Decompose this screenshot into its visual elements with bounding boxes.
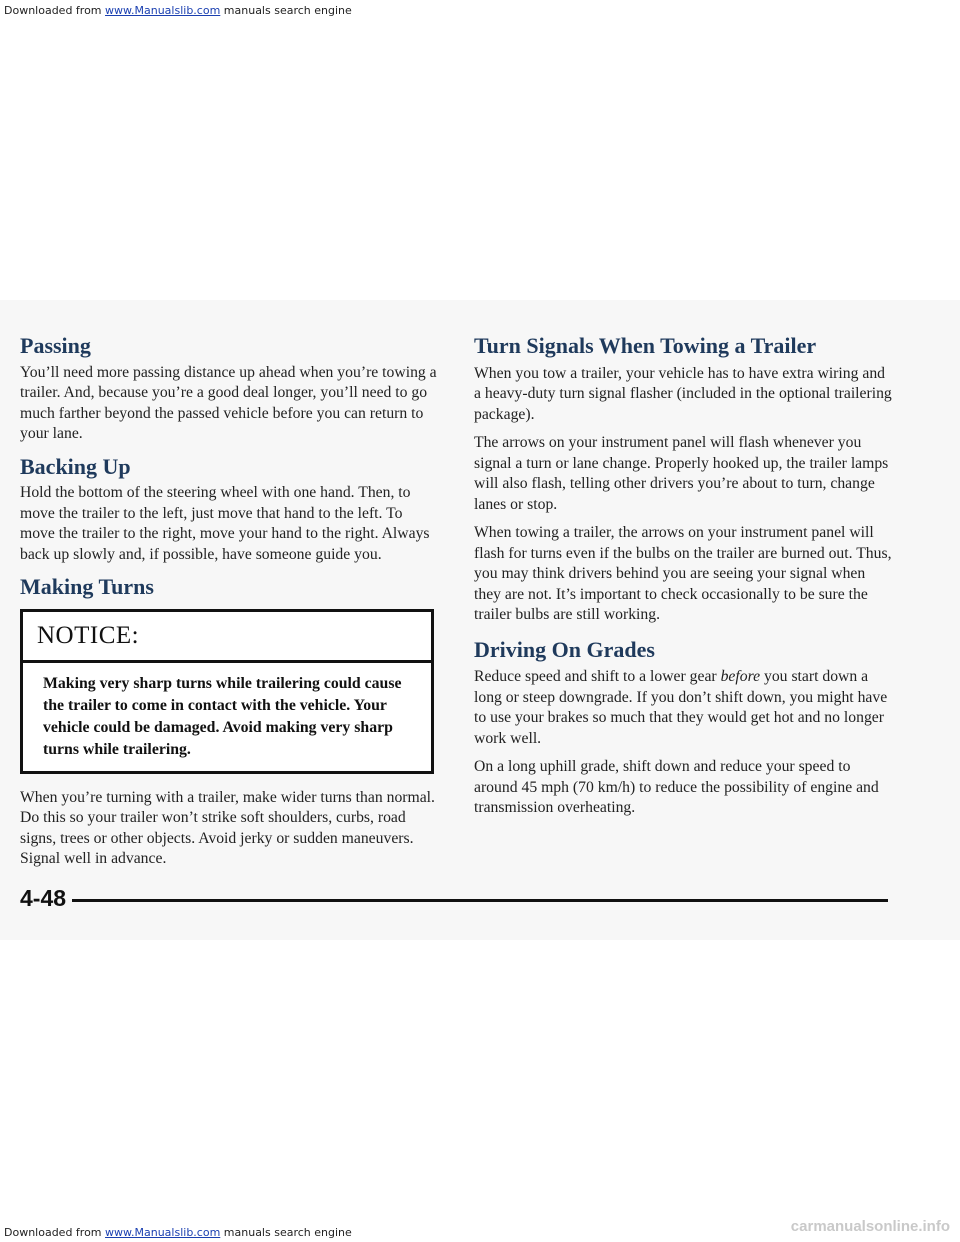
download-banner-top: Downloaded from www.Manualslib.com manuals search engine xyxy=(4,4,352,17)
heading-driving-on-grades: Driving On Grades xyxy=(474,636,655,662)
turn-signals-p1: When you tow a trailer, your vehicle has to have extra wiring and a heavy-duty turn signal flasher (included in the optional trailering package). xyxy=(474,364,892,423)
driving-grades-p2: On a long uphill grade, shift down and reduce your speed to around 45 mph (70 km/h) to reduce the possibility of engine and transmission overheating. xyxy=(474,758,879,816)
page-footer xyxy=(20,885,888,915)
backing-up-text: Hold the bottom of the steering wheel with one hand. Then, to move the trailer to the left, just move that hand to the left. To move the trailer to the right, move your hand to the right. Always back up slowly and, if possible, have someone guide you. xyxy=(20,484,430,563)
notice-text: Making very sharp turns while trailering could cause the trailer to come in contact with the vehicle. Your vehicle could be damaged. Avoid making very sharp turns while trailering. xyxy=(43,674,402,758)
heading-passing: Passing xyxy=(20,333,91,358)
making-turns-text: When you’re turning with a trailer, make wider turns than normal. Do this so your trailer won’t strike soft shoulders, curbs, road signs, trees or other objects. Avoid jerky or sudden maneuvers. Signal well in advance. xyxy=(20,788,435,867)
passing-text: You’ll need more passing distance up ahead when you’re towing a trailer. And, because you’re a good deal longer, you’ll need to go much farther beyond the passed vehicle before you can return to your lane. xyxy=(20,363,437,442)
manualslib-link[interactable]: www.Manualslib.com xyxy=(105,4,221,17)
heading-backing-up: Backing Up xyxy=(20,453,131,479)
notice-box xyxy=(20,609,434,774)
emphasis-before: before xyxy=(720,668,761,685)
manualslib-link-bottom[interactable]: www.Manualslib.com xyxy=(105,1226,221,1239)
right-column xyxy=(474,332,894,827)
download-banner-bottom: Downloaded from www.Manualslib.com manuals search engine xyxy=(4,1226,352,1239)
left-column xyxy=(20,332,440,877)
footer-rule xyxy=(72,899,888,902)
turn-signals-p3: When towing a trailer, the arrows on your instrument panel will flash for turns even if the bulbs on the trailer are burned out. Thus, you may think drivers behind you are seeing your signal when they are not. It’s important to check occasionally to be sure the trailer bulbs are still working. xyxy=(474,524,892,623)
heading-making-turns: Making Turns xyxy=(20,574,154,599)
driving-grades-p1: Reduce speed and shift to a lower gear before you start down a long or steep downgrade. If you don’t shift down, you might have to use your brakes so much that they would get hot and no longer work well. xyxy=(474,668,888,747)
turn-signals-p2: The arrows on your instrument panel will flash whenever you signal a turn or lane change. Properly hooked up, the trailer lamps will also flash, telling other drivers you’re about to turn, change lanes or stop. xyxy=(474,434,889,513)
notice-title: NOTICE: xyxy=(37,621,140,649)
page-number: 4-48 xyxy=(20,885,67,911)
watermark: carmanualsonline.info xyxy=(790,1218,950,1235)
heading-turn-signals: Turn Signals When Towing a Trailer xyxy=(474,333,817,358)
